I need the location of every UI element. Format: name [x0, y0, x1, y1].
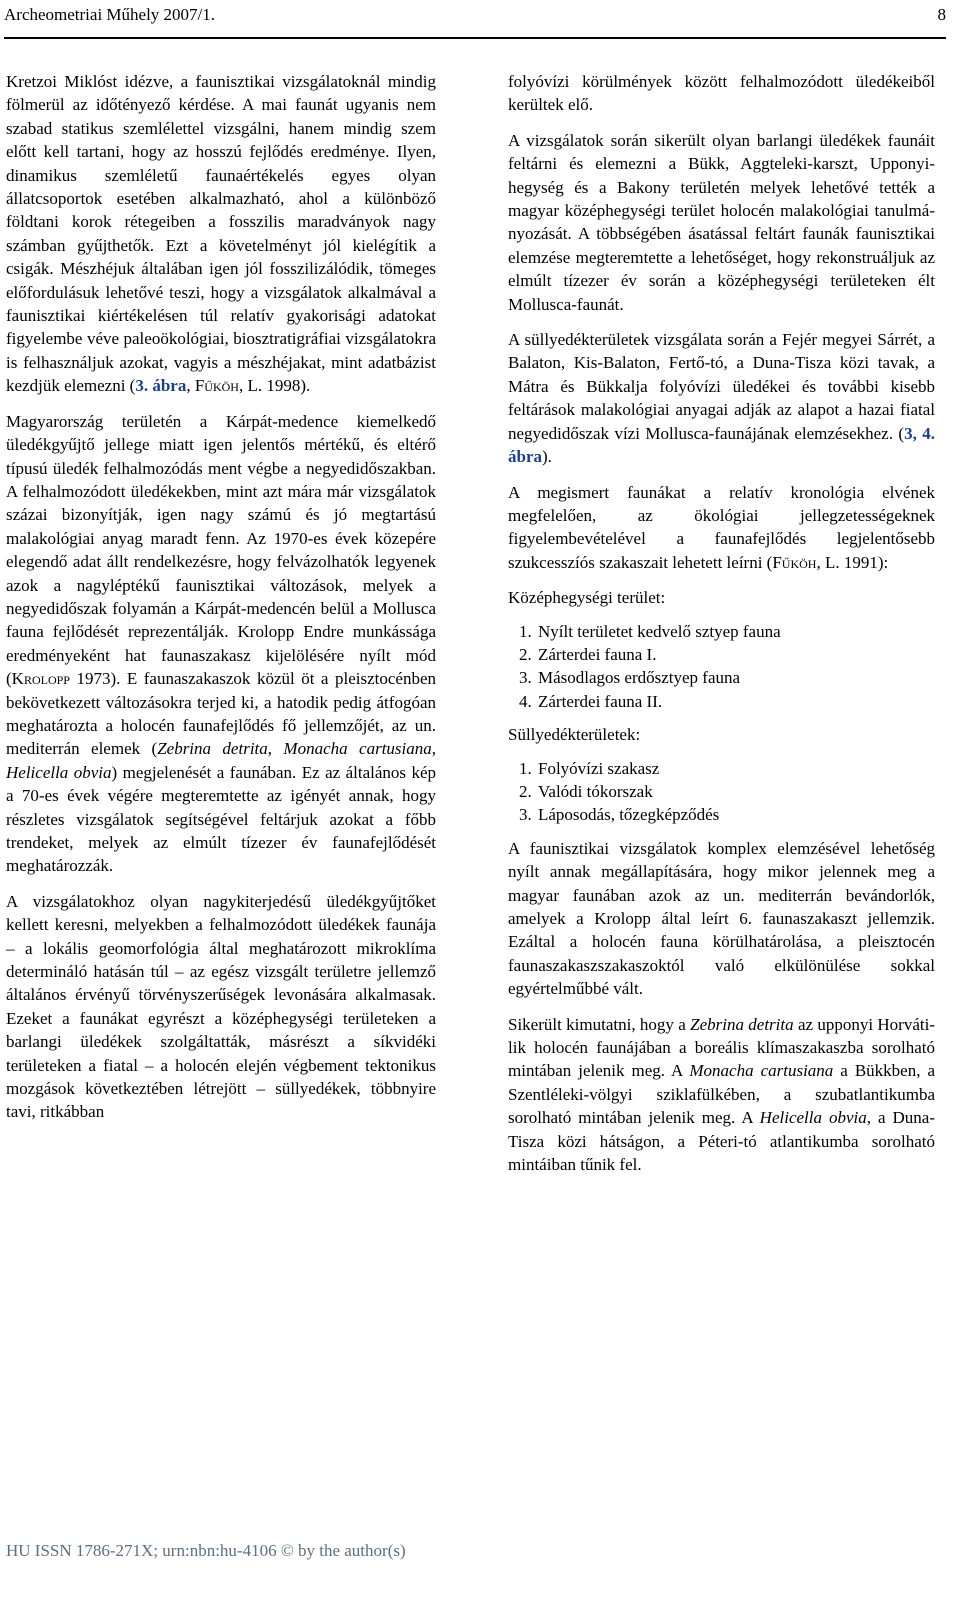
list-heading: Középhegységi terület:: [508, 588, 666, 608]
species-name: Monacha cartusiana: [689, 1061, 834, 1081]
paragraph: A vizsgálatok során sikerült olyan barlangi üledékek faunáit feltárni és elemezni a Bükk, Aggteleki-karszt, Upponyi-hegység és a Bakony területén melyek lehetővé tették a magyar középhegységi terület holocén malakológiai tanulmányozását. A többségében ásatással feltárt faunák faunisztikai elemzése megteremtette a lehetőséget, hogy rekonstruáljuk az elmúlt tízezer év során a középhegységi területeken élt Mollusca-faunát.: [508, 130, 935, 314]
paragraph: A megismert faunákat a relatív kronológia elvének megfelelően, az ökológiai jellegzetességeknek figyelembevételével a faunafejlődés legjelentősebb szukcesszíós szakaszait lehetett leírni (Fűköh, L. 1991):: [508, 482, 935, 572]
paragraph: A vizsgálatokhoz olyan nagykiterjedésű üledékgyűjtőket kellett keresni, melyekben a felhalmozódott üledékek faunája – a lokális geomorfológia által meghatározott mikroklíma determináló hatásán túl – az egész vizsgált területre jellemző általános érvényű törvényszerűségek levonására alkalmasak. Ezeket a faunákat egyrészt a középhegységi területeken a barlangi üledékek szolgáltatták, másrészt a síkvidéki területeken a fiatal – a holocén elején végbement tektonikus mozgások következtében létrejött – süllyedékek, többnyire tavi, ritkábban: [6, 891, 436, 1122]
list-item: 3. Másodlagos erdősztyep fauna: [536, 666, 935, 689]
list-item: 3. Láposodás, tőzegképződés: [536, 803, 935, 826]
page-header: [4, 0, 946, 34]
figure-reference: 3. ábra: [135, 376, 187, 396]
right-column: [508, 70, 935, 1188]
page-number: 8: [937, 5, 946, 24]
figure-reference: 3, 4. ábra: [508, 423, 935, 467]
list-heading: Süllyedékterületek:: [508, 725, 641, 745]
paragraph: Kretzoi Miklóst idézve, a faunisztikai vizsgálatoknál mindig fölmerül az időtényező kérdése. A mai faunát ugyanis nem szabad statikus szemlélettel vizsgálni, hanem mindig szem előtt kell tartani, hogy az hosszú fejlődés eredménye. Ilyen, dinamikus szemléletű faunaértékelés egyes olyan állatcsoportok esetében alkalmazható, ahol a különböző földtani korok rétegeiben a fosszilis maradványok nagy számban gyűjthetők. Ezt a követelményt jól kielégítik a csigák. Mészhéjuk általában igen jól fosszilizálódik, tömeges előfordulásuk lehetővé teszi, hogy a vizsgálatok alkalmával a faunisztikai kiértékelésen túl relatív gyakorisági adatokat figyelembe véve paleoökológiai, biosztratigráfiai vizsgálatokra is felhasználjuk azokat, vagyis a mészhéjakat, mint adatbázist kezdjük elemezni (3. ábra, Fűköh, L. 1998).: [6, 72, 436, 396]
numbered-list: [508, 620, 935, 714]
list-item: 1. Nyílt területet kedvelő sztyep fauna: [536, 620, 935, 643]
list-item: 2. Valódi tókorszak: [536, 780, 935, 803]
species-name: Zebrina detrita: [157, 739, 268, 759]
species-name: Zebrina detrita: [690, 1014, 794, 1034]
list-item: 4. Zárterdei fauna II.: [536, 690, 935, 713]
page-footer: HU ISSN 1786-271X; urn:nbn:hu-4106 © by the author(s): [6, 1541, 406, 1560]
paragraph: folyóvízi körülmények között felhalmozódott üledékeiből kerültek elő.: [508, 72, 935, 115]
paragraph: A faunisztikai vizsgálatok komplex elemzésével lehetőség nyílt annak megállapítására, hogy mikor jelennek meg a magyar faunában azok az un. mediterrán bevándorlók, amelyek a Krolopp által leírt 6. faunaszakaszt jellemzik. Ezáltal a holocén fauna körülhatárolása, a pleisztocén faunaszakaszszakaszoktól való elkülönülése sokkal egyértelműbbé vált.: [508, 838, 935, 999]
paragraph: Sikerült kimutatni, hogy a Zebrina detrita az upponyi Horváti-lik holocén faunájában a boreális klímaszakaszba sorolható mintában jelenik meg. A Monacha cartusiana a Bükkben, a Szentléleki-völgyi sziklafülkében, a szubatlantikumba sorolható mintában jelenik meg. A Helicella obvia, a Duna-Tisza közi hátságon, a Péteri-tó atlantikumba sorolható mintáiban tűnik fel.: [508, 1014, 936, 1175]
author-citation: Fűköh: [194, 376, 239, 396]
paragraph: A süllyedékterületek vizsgálata során a Fejér megyei Sárrét, a Balaton, Kis-Balaton, Fertő-tó, a Duna-Tisza közi tavak, a Mátra és Bükkalja folyóvízi üledékei és további kisebb feltárások malakológiai anyagai adják az alapot a hazai fiatal negyedidőszak vízi Mollusca-faunájának elemzésekhez. (3, 4. ábra).: [508, 330, 935, 467]
author-citation: Krolopp: [11, 669, 70, 689]
author-citation: Fűköh: [772, 552, 817, 572]
left-column: [6, 70, 436, 1136]
header-rule: [4, 37, 946, 39]
species-name: Helicella obvia: [759, 1108, 867, 1128]
paragraph: Magyarország területén a Kárpát-medence kiemelkedő üledékgyűjtő jellege miatt igen jelentős mértékű, és eltérő típusú üledék felhalmozódás ment végbe a negyedidőszakban. A felhalmozódott üledékekben, mint azt mára már vizsgálatok százai bizonyítják, igen nagy számú és jó megtartású malakológiai anyag maradt fenn. Az 1970-es évek közepére elegendő adat állt rendelkezésre, hogy felvázolhatók legyenek azok a nagyléptékű faunisztikai változások, melyek a negyedidőszak folyamán a Kárpát-medencén belül a Mollusca fauna fejlődését reprezentálják. Krolopp Endre munkássága eredményeként hat faunaszakasz kijelölésére nyílt mód (Krolopp 1973). E faunaszakaszok közül öt a pleisztocénben bekövetkezett változásokra terjed ki, a hatodik pedig átfogóan meghatározta a holocén faunafejlődés fő jellemzőjét, az un. mediterrán elemek (Zebrina detrita, Monacha cartusiana, Helicella obvia) megjelenését a faunában. Ez az általános kép a 70-es évek végére megteremtette az igényét annak, hogy részletes vizsgálatok segítségével feltárjuk azokat a főbb trendeket, melyek az elmúlt tízezer év faunafejlődését meghatározzák.: [6, 411, 437, 876]
list-item: 2. Zárterdei fauna I.: [536, 643, 935, 666]
species-name: Monacha cartusiana: [283, 739, 432, 759]
numbered-list: [508, 757, 935, 827]
species-name: Helicella obvia: [6, 762, 112, 782]
list-item: 1. Folyóvízi szakasz: [536, 757, 935, 780]
journal-title: Archeometriai Műhely 2007/1.: [4, 5, 216, 24]
